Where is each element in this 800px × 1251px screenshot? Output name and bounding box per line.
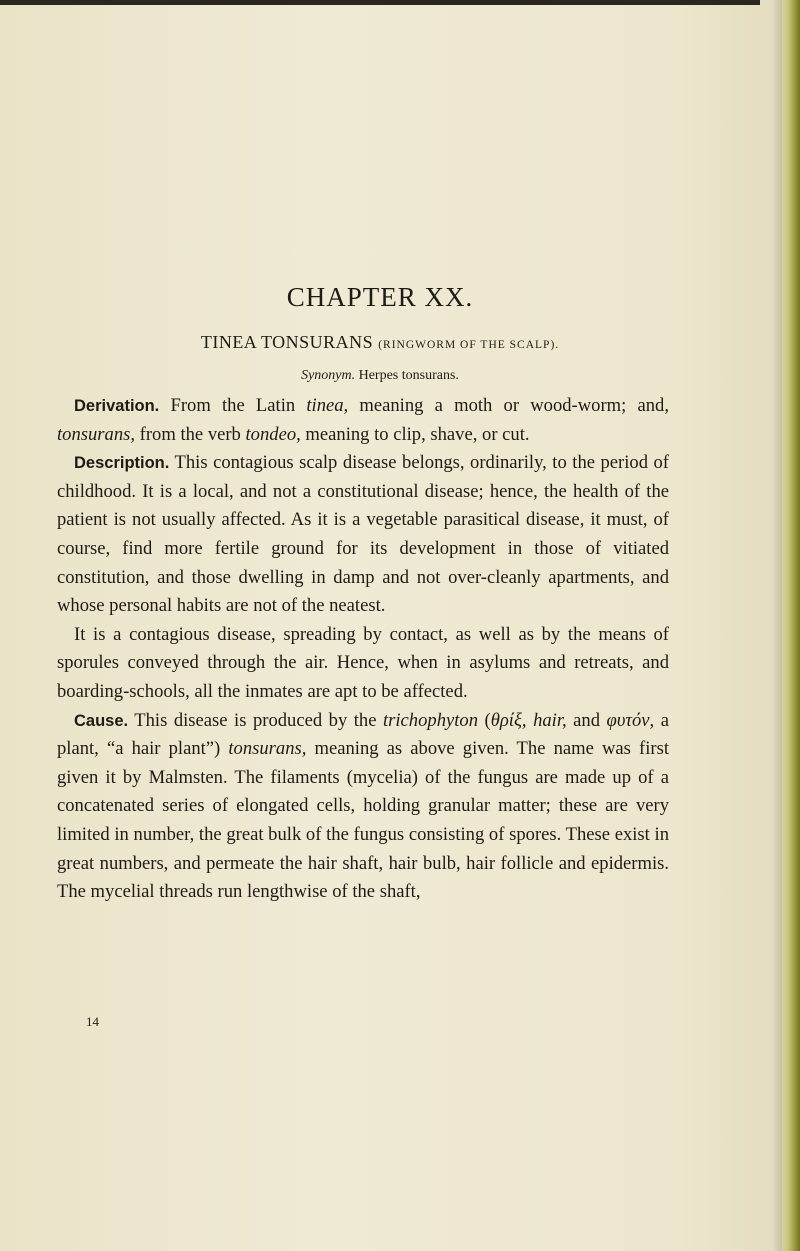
paragraph-heading: Description.: [74, 454, 170, 473]
text-run: From the Latin: [159, 395, 307, 416]
synonym-line: [0, 368, 760, 384]
text-run: It is a contagious disease, spreading by contact, as well as by the means of sporules conveyed through the air. Hence, when in asylums and retreats, and boarding-schools, all the inmates are apt to be affected.: [57, 623, 669, 702]
section-title: [0, 332, 760, 353]
paragraph-derivation: [57, 392, 669, 449]
text-run: meaning to clip, shave, or cut.: [300, 423, 530, 445]
italic-term: tinea,: [306, 395, 349, 416]
text-run: from the verb: [135, 423, 246, 445]
paragraph-cause: [57, 707, 669, 907]
italic-term: trichophyton: [382, 709, 479, 731]
text-run: meaning as above given. The name was first given it by Malmsten. The filaments (mycelia) of the fungus are made up of a concatenated series of elongated cells, holding granular matter; these are very limited in number, the great bulk of the fungus consisting of spores. These exist in great numbers, and permeate the hair shaft, hair bulb, hair follicle and epidermis. The mycelial threads run lengthwise of the shaft,: [57, 738, 669, 903]
text-run: (: [478, 709, 491, 731]
paragraph-heading: Derivation.: [74, 397, 160, 415]
paragraph-description: [57, 449, 669, 621]
text-run: a plant, “a hair plant”): [57, 709, 669, 760]
synonym-text: Herpes tonsurans.: [358, 368, 459, 383]
paragraph-contagion: [57, 621, 669, 707]
italic-term: tonsurans,: [57, 423, 136, 445]
signature-mark: 14: [86, 1014, 99, 1029]
section-title-main: TINEA TONSURANS: [200, 332, 374, 352]
binding-shadow: [772, 0, 782, 1251]
text-run: and: [566, 709, 607, 731]
italic-term: θρίξ, hair,: [490, 709, 567, 731]
top-edge-rule: [0, 0, 760, 5]
paragraph-heading: Cause.: [74, 711, 129, 730]
section-title-sub: (RINGWORM OF THE SCALP).: [378, 339, 560, 351]
chapter-title: CHAPTER XX.: [286, 282, 474, 312]
body-text: [57, 392, 669, 907]
synonym-label: Synonym.: [301, 368, 356, 383]
text-run: meaning a moth or wood-worm; and,: [348, 395, 669, 416]
book-binding-edge: [782, 0, 800, 1251]
italic-term: tondeo,: [245, 423, 301, 445]
text-run: This contagious scalp disease belongs, ordinarily, to the period of childhood. It is a local, and not a constitutional disease; hence, the health of the patient is not usually affected. As it is a vegetable parasitical disease, it must, of course, find more fertile ground for its development in those of vitiated constitution, and those dwelling in damp and not over-cleanly apartments, and whose personal habits are not of the neatest.: [57, 452, 669, 617]
text-run: This disease is produced by the: [128, 709, 383, 731]
italic-term: φυτόν,: [606, 709, 655, 731]
italic-term: tonsurans,: [228, 738, 307, 760]
